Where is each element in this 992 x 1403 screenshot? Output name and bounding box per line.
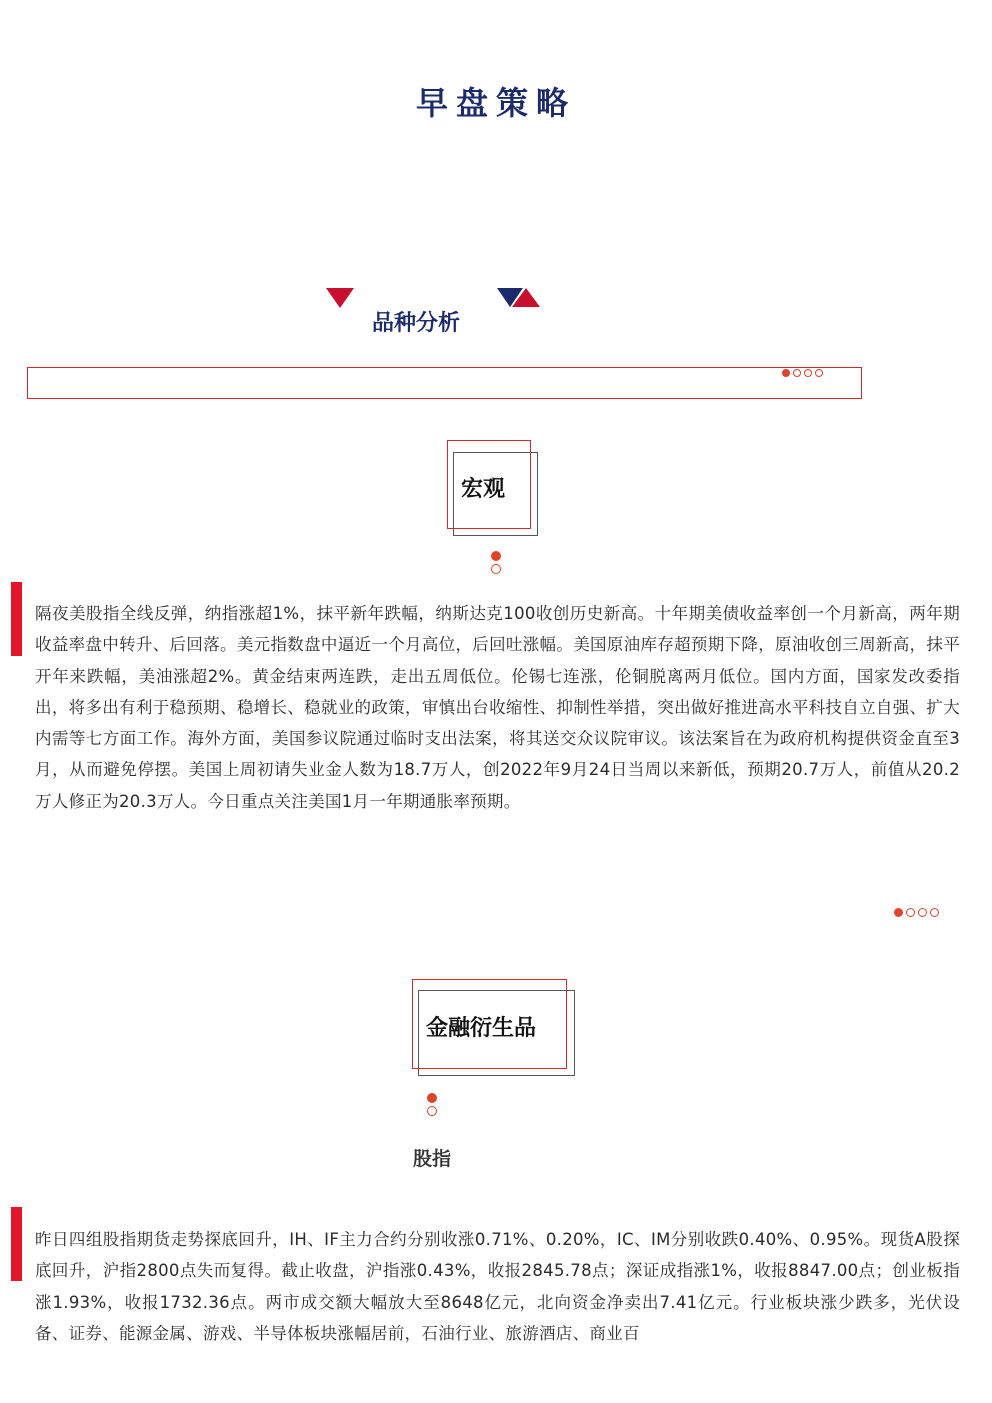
dot-icon <box>793 369 801 377</box>
page-title: 早盘策略 <box>415 84 576 122</box>
dot-icon <box>491 564 501 574</box>
dot-icon <box>894 908 903 917</box>
dot-icon <box>427 1093 437 1103</box>
section-subtitle: 品种分析 <box>372 311 461 336</box>
banner-frame <box>27 367 862 399</box>
derivatives-heading: 金融衍生品 <box>426 1016 537 1041</box>
red-triangle-icon <box>326 288 354 308</box>
macro-paragraph: 隔夜美股指全线反弹，纳指涨超1%，抹平新年跌幅，纳斯达克100收创历史新高。十年期美债收益率创一个月新高，两年期收益率盘中转升、后回落。美元指数盘中逼近一个月高位，后回吐涨幅。美国原油库存超预期下降，原油收创三周新高，抹平开年来跌幅，美油涨超2%。黄金结束两连跌，走出五周低位。伦锡七连涨，伦铜脱离两月低位。国内方面，国家发改委指出，将多出有利于稳预期、稳增长、稳就业的政策，审慎出台收缩性、抑制性举措，突出做好推进高水平科技自立自强、扩大内需等七方面工作。海外方面，美国参议院通过临时支出法案，将其送交众议院审议。该法案旨在为政府机构提供资金直至3月，从而避免停摆。美国上周初请失业金人数为18.7万人，创2022年9月24日当周以来新低，预期20.7万人，前值从20.2万人修正为20.3万人。今日重点关注美国1月一年期通胀率预期。 <box>35 604 960 811</box>
macro-heading: 宏观 <box>461 477 506 502</box>
dot-icon <box>815 369 823 377</box>
dot-icon <box>782 369 790 377</box>
banner-dots <box>782 369 823 377</box>
dot-icon <box>930 908 939 917</box>
dot-icon <box>906 908 915 917</box>
dot-icon <box>491 551 501 561</box>
dot-icon <box>427 1106 437 1116</box>
accent-bar <box>11 582 22 656</box>
macro-dots <box>491 551 501 574</box>
accent-bar <box>11 1207 22 1281</box>
section-dots <box>894 908 939 917</box>
stock-index-paragraph: 昨日四组股指期货走势探底回升，IH、IF主力合约分别收涨0.71%、0.20%，IC、IM分别收跌0.40%、0.95%。现货A股探底回升，沪指2800点失而复得。截止收盘，沪指涨0.43%，收报2845.78点；深证成指涨1%，收报8847.00点；创业板指涨1.93%，收报1732.36点。两市成交额大幅放大至8648亿元，北向资金净卖出7.41亿元。行业板块涨少跌多，光伏设备、证券、能源金属、游戏、半导体板块涨幅居前，石油行业、旅游酒店、商业百 <box>35 1230 960 1343</box>
stock-index-heading: 股指 <box>413 1148 452 1170</box>
dot-icon <box>918 908 927 917</box>
derivatives-dots <box>427 1093 437 1116</box>
dot-icon <box>804 369 812 377</box>
red-triangle-up-icon <box>512 288 540 307</box>
